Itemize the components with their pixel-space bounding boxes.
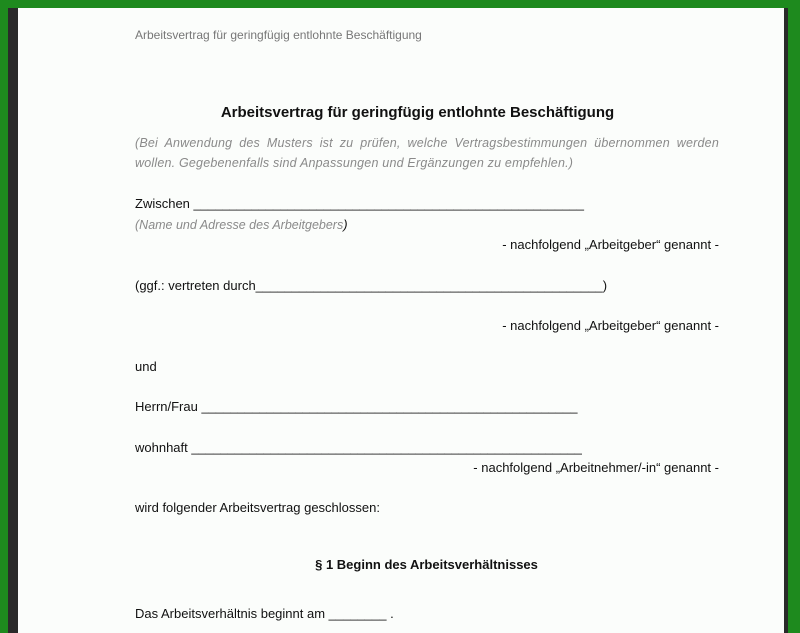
employer-designation-2: - nachfolgend „Arbeitgeber“ genannt - (502, 318, 719, 333)
section-1-text: Das Arbeitsverhältnis beginnt am ________ . (135, 606, 394, 621)
employer-hint (135, 217, 348, 232)
instructions-note: (Bei Anwendung des Musters ist zu prüfen, welche Vertragsbestimmungen übernommen werden wollen. Gegebenenfalls sind Anpassungen und Ergänzungen zu empfehlen.) (135, 136, 719, 170)
resident-line: wohnhaft ______________________________________________________ (135, 440, 582, 455)
section-1-heading: § 1 Beginn des Arbeitsverhältnisses (315, 557, 538, 572)
employer-hint-text: (Name und Adresse des Arbeitgebers (135, 218, 344, 232)
employer-hint-close: ) (343, 217, 348, 232)
employee-designation: - nachfolgend „Arbeitnehmer/-in“ genannt - (473, 460, 719, 475)
window-frame-left (8, 8, 18, 633)
document-page (18, 8, 784, 633)
employer-designation-1: - nachfolgend „Arbeitgeber“ genannt - (502, 237, 719, 252)
contract-concluded-line: wird folgender Arbeitsvertrag geschlossen: (135, 500, 380, 515)
and-word: und (135, 359, 157, 374)
between-line: Zwischen ______________________________________________________ (135, 196, 584, 211)
running-header: Arbeitsvertrag für geringfügig entlohnte Beschäftigung (135, 28, 422, 42)
window-frame-right (784, 8, 788, 633)
represented-by-line: (ggf.: vertreten durch________________________________________________) (135, 278, 608, 293)
person-line: Herrn/Frau ____________________________________________________ (135, 399, 578, 414)
document-title: Arbeitsvertrag für geringfügig entlohnte Beschäftigung (220, 104, 615, 121)
